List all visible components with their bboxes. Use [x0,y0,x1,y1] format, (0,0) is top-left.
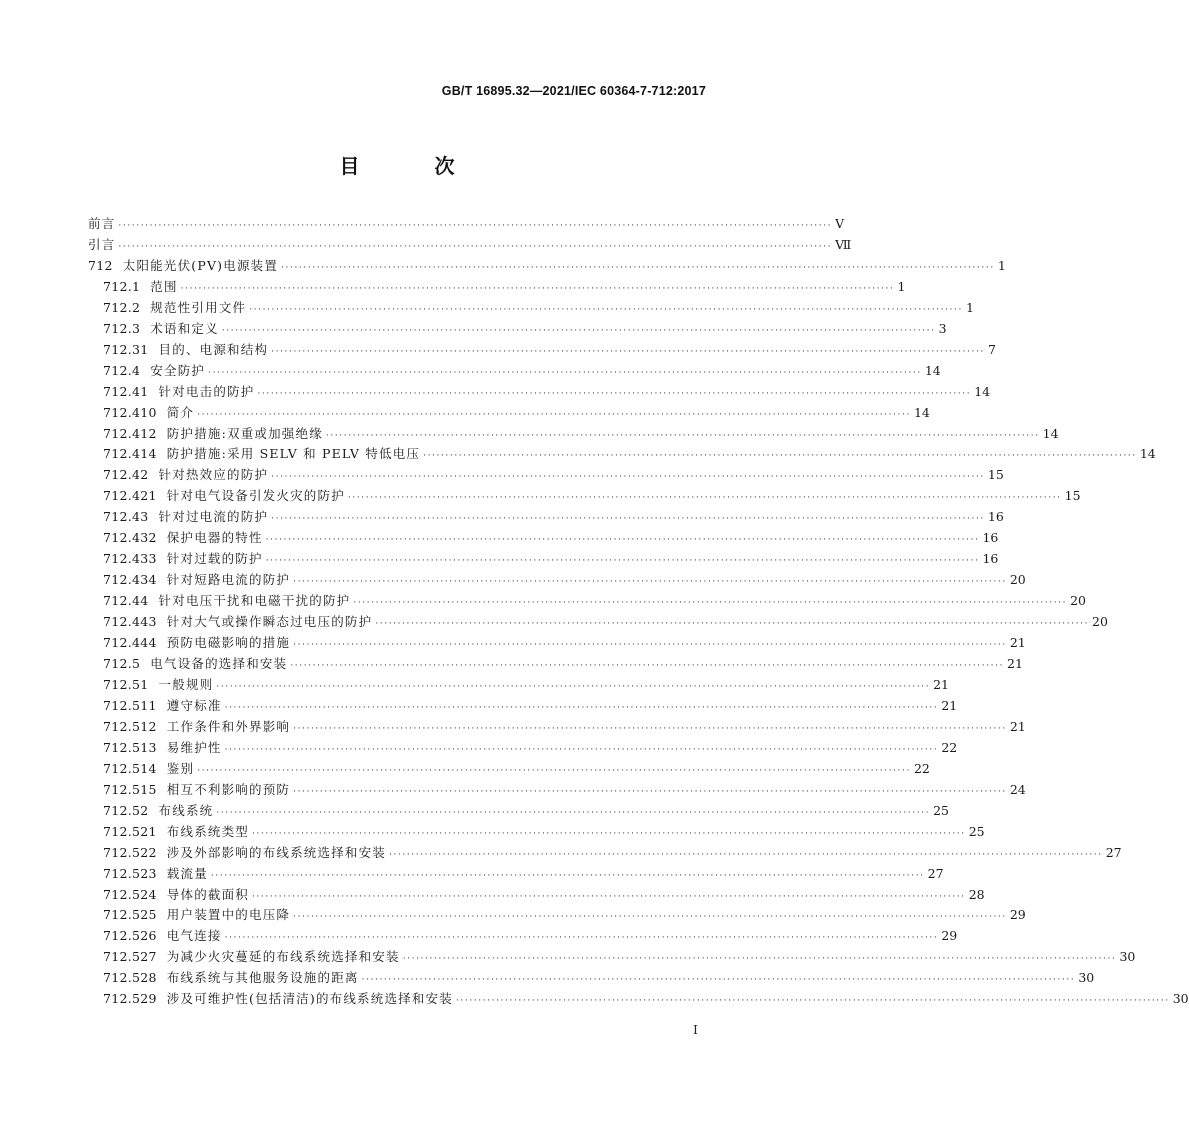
toc-entry-page: 28 [968,886,985,902]
toc-entry[interactable] [88,570,1026,591]
dot-leader: ································································································································································ [216,807,931,818]
toc-entry-page: 7 [987,341,996,357]
toc-entry-page: 21 [1009,635,1026,651]
dot-leader: ································································································································································ [293,786,1007,797]
toc-entry-page: 1 [897,278,906,294]
toc-entry[interactable] [88,654,1023,675]
toc-entry-number: 712.521 [103,823,157,839]
toc-entry-label: 目的、电源和结构 [158,341,269,357]
dot-leader: ································································································································································ [271,472,985,483]
dot-leader: ································································································································································ [271,346,985,357]
dot-leader: ································································································································································ [353,598,1068,609]
toc-entry[interactable] [88,319,947,340]
toc-entry[interactable] [88,738,958,759]
dot-leader: ································································································································································ [293,723,1007,734]
toc-entry-number: 712.434 [103,572,157,588]
toc-entry-number: 712 [88,257,113,273]
toc-entry-number: 712.3 [103,320,141,336]
toc-entry-label: 电气连接 [166,928,222,944]
toc-entry-label: 针对电气设备引发火灾的防护 [166,488,345,504]
toc-entry-number: 712.511 [103,697,157,713]
toc-entry[interactable] [88,968,1095,989]
toc-entry-page: 16 [982,551,999,567]
toc-entry[interactable] [88,926,958,947]
toc-entry[interactable] [88,424,1059,445]
toc-entry[interactable] [88,507,1004,528]
toc-entry-label: 针对电击的防护 [158,383,255,399]
toc-entry-page: 27 [1105,844,1122,860]
dot-leader: ································································································································································ [389,849,1103,860]
toc-entry-label: 引言 [88,236,116,252]
toc-entry[interactable] [88,864,944,885]
toc-entry-number: 712.444 [103,635,157,651]
toc-entry-label: 预防电磁影响的措施 [166,635,291,651]
toc-entry[interactable] [88,214,845,235]
toc-entry-label: 遵守标准 [166,697,222,713]
toc-entry-page: 15 [987,467,1004,483]
toc-entry[interactable] [88,885,985,906]
toc-entry-label: 针对过电流的防护 [158,509,269,525]
toc-entry-label: 一般规则 [158,676,214,692]
toc-entry-page: Ⅴ [835,216,845,231]
toc-entry-label: 工作条件和外界影响 [166,718,291,734]
dot-leader: ································································································································································ [347,493,1062,504]
toc-entry[interactable] [88,361,941,382]
toc-entry-page: 25 [933,802,949,818]
dot-leader: ································································································································································ [208,367,922,378]
dot-leader: ································································································································································ [252,828,966,839]
toc-entry-page: 14 [1139,446,1156,462]
toc-entry-number: 712.525 [103,907,157,923]
toc-entry-number: 712.513 [103,739,157,755]
toc-entry-page: 14 [924,362,941,378]
toc-entry-page: 14 [974,383,991,399]
dot-leader: ································································································································································ [249,304,963,315]
toc-entry[interactable] [88,277,906,298]
toc-entry[interactable] [88,843,1122,864]
toc-entry-page: 25 [968,823,985,839]
toc-entry-number: 712.412 [103,425,157,441]
dot-leader: ································································································································································ [118,221,833,231]
toc-entry-number: 712.41 [103,383,149,399]
toc-entry[interactable] [88,403,930,424]
toc-entry-page: 20 [1070,593,1086,609]
toc-entry[interactable] [88,905,1026,926]
toc-entry[interactable] [88,465,1004,486]
toc-entry-page: 22 [941,739,958,755]
toc-entry-page: 16 [987,509,1004,525]
dot-leader: ································································································································································ [402,954,1117,965]
toc-entry-label: 太阳能光伏(PV)电源装置 [122,257,279,273]
dot-leader: ································································································································································ [224,933,939,944]
toc-entry-page: 15 [1064,488,1081,504]
toc-entry-label: 载流量 [166,865,208,881]
toc-entry[interactable] [88,298,974,319]
toc-entry-label: 安全防护 [150,362,206,378]
dot-leader: ································································································································································ [197,765,911,776]
toc-entry-label: 相互不利影响的预防 [166,781,291,797]
toc-entry-label: 针对过载的防护 [166,551,263,567]
toc-entry[interactable] [88,612,1108,633]
toc-entry-number: 712.5 [103,656,141,672]
toc-entry-page: 22 [913,760,930,776]
toc-entry-number: 712.44 [103,593,149,609]
toc-entry[interactable] [88,528,999,549]
dot-leader: ································································································································································ [361,975,1076,986]
toc-entry-number: 712.2 [103,299,141,315]
toc-entry-label: 针对电压干扰和电磁干扰的防护 [158,593,351,609]
toc-entry[interactable] [88,549,999,570]
dot-leader: ································································································································································ [293,577,1007,588]
toc-entry-label: 保护电器的特性 [166,530,263,546]
toc-entry[interactable] [88,486,1081,507]
dot-leader: ································································································································································ [455,996,1170,1007]
toc-entry-number: 712.43 [103,509,149,525]
toc-entry-page: 29 [1009,907,1026,923]
toc-entry[interactable] [88,780,1026,801]
toc-entry-number: 712.432 [103,530,157,546]
toc-entry-number: 712.433 [103,551,157,567]
toc-entry[interactable] [88,675,949,696]
toc-entry-page: 20 [1009,572,1026,588]
toc-entry[interactable] [88,947,1136,968]
dot-leader: ································································································································································ [252,891,966,902]
toc-entry[interactable] [88,717,1026,738]
toc-entry-label: 涉及外部影响的布线系统选择和安装 [166,844,386,860]
page-number: I [693,1022,698,1037]
toc-entry-page: 21 [1009,718,1026,734]
dot-leader: ································································································································································ [271,514,985,525]
toc-entry-number: 712.410 [103,404,157,420]
toc-entry[interactable] [88,822,985,843]
toc-entry-number: 712.421 [103,488,157,504]
toc-entry[interactable] [88,382,991,403]
toc-entry[interactable] [88,759,930,780]
toc-entry-page: 30 [1172,991,1189,1007]
dot-leader: ································································································································································ [265,556,980,567]
toc-entry-label: 术语和定义 [150,320,219,336]
toc-entry-label: 防护措施:双重或加强绝缘 [166,425,323,441]
toc-entry-number: 712.526 [103,928,157,944]
toc-entry-label: 易维护性 [166,739,222,755]
toc-entry-label: 范围 [150,278,178,294]
toc-entry-page: 27 [927,865,944,881]
dot-leader: ································································································································································ [281,262,995,273]
toc-entry-label: 为减少火灾蔓延的布线系统选择和安装 [166,949,400,965]
dot-leader: ································································································································································ [265,535,980,546]
toc-entry-page: 1 [997,257,1006,273]
toc-entry-page: 21 [933,676,949,692]
toc-entry-number: 712.528 [103,970,157,986]
toc-entry-number: 712.1 [103,278,141,294]
dot-leader: ································································································································································ [197,409,911,420]
toc-entry-page: 16 [982,530,999,546]
toc-entry-page: 30 [1078,970,1095,986]
toc-entry-number: 712.524 [103,886,157,902]
toc-entry-number: 712.514 [103,760,157,776]
dot-leader: ································································································································································ [423,451,1137,462]
toc-entry-page: 21 [941,697,958,713]
toc-entry[interactable] [88,235,852,256]
toc-entry-number: 712.443 [103,614,157,630]
toc-entry[interactable] [88,801,949,822]
toc-entry-label: 用户装置中的电压降 [166,907,291,923]
toc-entry-page: 30 [1119,949,1136,965]
dot-leader: ································································································································································ [257,388,972,399]
toc-entry[interactable] [88,989,1189,1010]
toc-entry-page: 3 [938,320,947,336]
toc-entry[interactable] [88,696,958,717]
dot-leader: ································································································································································ [221,325,936,336]
toc-entry-page: 20 [1092,614,1108,630]
toc-entry-number: 712.42 [103,467,149,483]
table-of-contents [88,214,1189,1010]
toc-entry-page: 24 [1009,781,1026,797]
standard-number: GB/T 16895.32—2021/IEC 60364-7-712:2017 [441,84,706,98]
toc-entry-number: 712.4 [103,362,141,378]
toc-entry-label: 针对大气或操作瞬态过电压的防护 [166,614,373,630]
toc-entry-label: 规范性引用文件 [150,299,247,315]
toc-entry-page: 29 [941,928,958,944]
dot-leader: ································································································································································ [216,681,931,692]
toc-entry-number: 712.31 [103,341,149,357]
dot-leader: ································································································································································ [210,870,925,881]
toc-entry-label: 鉴别 [166,760,195,776]
toc-entry-label: 针对热效应的防护 [158,467,269,483]
toc-entry-page: 1 [965,299,974,315]
toc-entry-label: 布线系统与其他服务设施的距离 [166,970,359,986]
dot-leader: ································································································································································ [180,283,895,294]
page-title: 目 次 [339,154,489,178]
dot-leader: ································································································································································ [375,619,1090,630]
toc-entry[interactable] [88,256,1006,277]
toc-entry-label: 布线系统类型 [166,823,249,839]
toc-entry-number: 712.515 [103,781,157,797]
toc-entry-page: 14 [913,404,930,420]
toc-entry-label: 针对短路电流的防护 [166,572,291,588]
toc-entry-label: 导体的截面积 [166,886,249,902]
toc-entry-number: 712.51 [103,676,149,692]
toc-entry-number: 712.523 [103,865,157,881]
dot-leader: ································································································································································ [293,912,1007,923]
toc-entry-number: 712.414 [103,446,157,462]
toc-entry-label: 简介 [166,404,195,420]
toc-entry[interactable] [88,591,1086,612]
dot-leader: ································································································································································ [325,430,1040,441]
toc-entry-number: 712.527 [103,949,157,965]
toc-entry-number: 712.522 [103,844,157,860]
toc-entry-label: 电气设备的选择和安装 [150,656,288,672]
toc-entry-page: 14 [1042,425,1059,441]
toc-entry-label: 涉及可维护性(包括清洁)的布线系统选择和安装 [166,991,453,1007]
dot-leader: ································································································································································ [224,702,939,713]
dot-leader: ································································································································································ [118,241,833,252]
toc-entry-label: 防护措施:采用 SELV 和 PELV 特低电压 [166,446,421,462]
toc-entry-page: Ⅶ [835,236,852,252]
toc-entry-page: 21 [1007,656,1023,672]
toc-entry-label: 布线系统 [158,802,214,818]
toc-entry-number: 712.529 [103,991,157,1007]
dot-leader: ································································································································································ [290,661,1005,672]
toc-entry[interactable] [88,444,1156,465]
toc-entry-number: 712.52 [103,802,149,818]
dot-leader: ································································································································································ [224,744,939,755]
dot-leader: ································································································································································ [293,640,1007,651]
toc-entry-number: 712.512 [103,718,157,734]
toc-entry[interactable] [88,340,996,361]
toc-entry-label: 前言 [88,216,116,231]
toc-entry[interactable] [88,633,1026,654]
